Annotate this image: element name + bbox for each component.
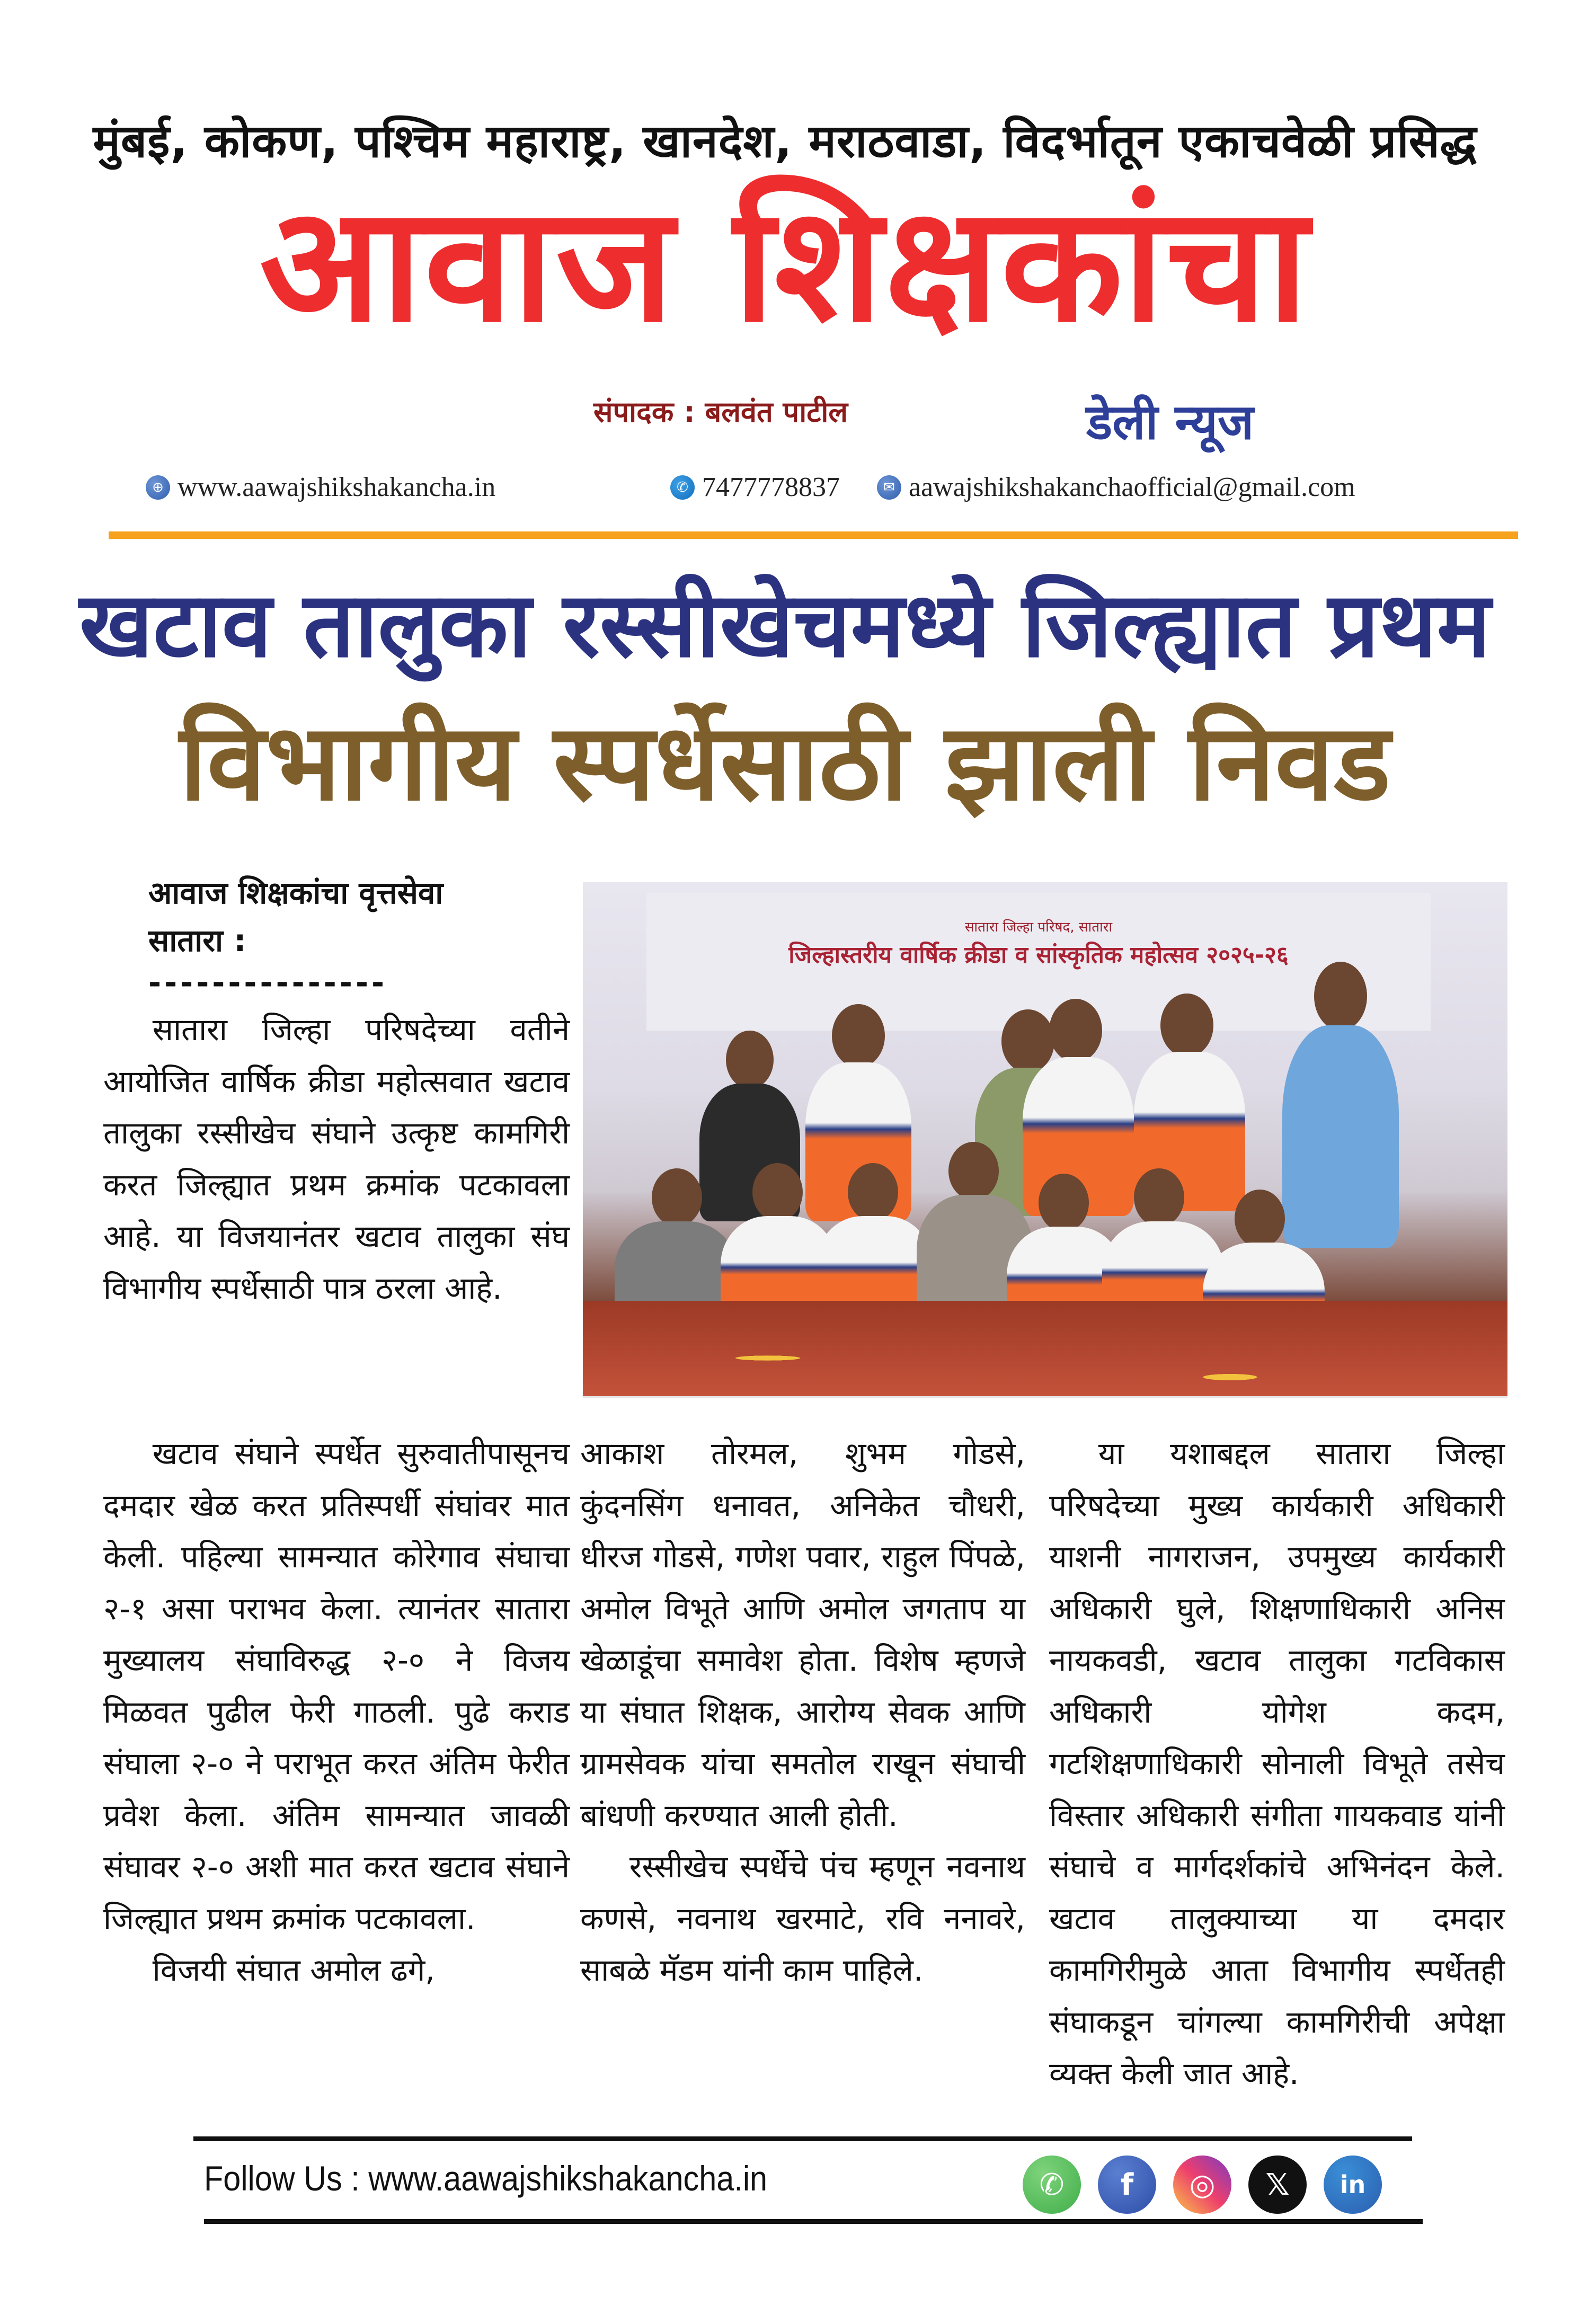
email-link[interactable]: aawajshikshakanchaofficial@gmail.com bbox=[909, 472, 1355, 502]
masthead-title: आवाज शिक्षकांचा bbox=[259, 172, 1311, 357]
team-group bbox=[583, 988, 1507, 1306]
follow-us-link[interactable]: Follow Us : www.aawajshikshakancha.in bbox=[204, 2159, 768, 2198]
phone-contact[interactable] bbox=[670, 472, 840, 503]
footer-top-rule bbox=[193, 2136, 1412, 2141]
website-link[interactable]: www.aawajshikshakancha.in bbox=[178, 472, 496, 502]
article-column-1 bbox=[103, 1004, 570, 1314]
x-icon[interactable]: 𝕏 bbox=[1248, 2156, 1307, 2214]
paragraph-intro: सातारा जिल्हा परिषदेच्या वतीने आयोजित वार्षिक क्रीडा महोत्सवात खटाव तालुका रस्सीखेच संघाने उत्कृष्ट कामगिरी करत जिल्ह्यात प्रथम क्रमांक पटकावला आहे. या विजयानंतर खटाव तालुका संघ विभागीय स्पर्धेसाठी पात्र ठरला आहे. bbox=[103, 1012, 570, 1306]
whatsapp-icon[interactable]: ✆ bbox=[1023, 2156, 1081, 2214]
paragraph-matches: खटाव संघाने स्पर्धेत सुरुवातीपासूनच दमदार खेळ करत प्रतिस्पर्धी संघांवर मात केली. पहिल्या सामन्यात कोरेगाव संघाचा २-१ असा पराभव केला. त्यानंतर सातारा मुख्यालय संघाविरुद्ध २-० ने विजय मिळवत पुढील फेरी गाठली. पुढे कराड संघाला २-० ने पराभूत करत अंतिम फेरीत प्रवेश केला. अंतिम सामन्यात जावळी संघावर २-० अशी मात करत खटाव संघाने जिल्ह्यात प्रथम क्रमांक पटकावला. bbox=[103, 1435, 570, 1937]
byline-separator: --------------- bbox=[148, 964, 388, 1000]
header-divider bbox=[109, 531, 1518, 539]
headline-secondary: विभागीय स्पर्धेसाठी झाली निवड bbox=[179, 701, 1391, 824]
article-column-1-cont bbox=[103, 1428, 570, 1997]
editor-credit: संपादक : बलवंत पाटील bbox=[593, 395, 848, 429]
linkedin-icon[interactable]: in bbox=[1324, 2156, 1382, 2214]
contact-bar bbox=[0, 472, 1570, 514]
dateline: सातारा : bbox=[148, 922, 246, 959]
paragraph-congratulations: या यशाबद्दल सातारा जिल्हा परिषदेच्या मुख्य कार्यकारी अधिकारी याशनी नागराजन, उपमुख्य कार्यकारी अधिकारी घुले, शिक्षणाधिकारी अनिस नायकवडी, खटाव तालुका गटविकास अधिकारी योगेश कदम, गटशिक्षणाधिकारी सोनाली विभूते तसेच विस्तार अधिकारी संगीता गायकवाड यांनी संघाचे व मार्गदर्शकांचे अभिनंदन केले. खटाव तालुक्याच्या या दमदार कामगिरीमुळे आता विभागीय स्पर्धेतही संघाकडून चांगल्या कामगिरीची अपेक्षा व्यक्त केली जात आहे. bbox=[1049, 1435, 1505, 2091]
website-contact[interactable] bbox=[146, 472, 495, 503]
paragraph-team-members: आकाश तोरमल, शुभम गोडसे, कुंदनसिंग धनावत, अनिकेत चौधरी, धीरज गोडसे, गणेश पवार, राहुल पिंपळे, अमोल विभूते आणि अमोल जगताप या खेळाडूंचा समावेश होता. विशेष म्हणजे या संघात शिक्षक, आरोग्य सेवक आणि ग्रामसेवक यांचा समतोल राखून संघाची बांधणी करण्यात आली होती. bbox=[580, 1435, 1025, 1833]
article-column-2 bbox=[580, 1428, 1025, 1997]
paragraph-referees: रस्सीखेच स्पर्धेचे पंच म्हणून नवनाथ कणसे, नवनाथ खरमाटे, रवि ननावरे, साबळे मॅडम यांनी काम पाहिले. bbox=[580, 1849, 1025, 1988]
news-service: आवाज शिक्षकांचा वृत्तसेवा bbox=[148, 875, 443, 911]
phone-number[interactable]: 7477778837 bbox=[702, 472, 840, 502]
headline-primary: खटाव तालुका रस्सीखेचमध्ये जिल्ह्यात प्रथम bbox=[79, 573, 1491, 678]
tagline: मुंबई, कोकण, पश्चिम महाराष्ट्र, खानदेश, मराठवाडा, विदर्भातून एकाचवेळी प्रसिद्ध bbox=[93, 115, 1477, 168]
social-links bbox=[1023, 2156, 1382, 2214]
team-photo bbox=[583, 882, 1507, 1396]
edition-label: डेली न्यूज bbox=[1086, 394, 1254, 450]
footer-bottom-rule bbox=[204, 2219, 1423, 2224]
facebook-icon[interactable]: f bbox=[1098, 2156, 1156, 2214]
email-icon: ✉ bbox=[877, 475, 901, 500]
instagram-icon[interactable]: ◎ bbox=[1173, 2156, 1231, 2214]
article-column-3 bbox=[1049, 1428, 1505, 2100]
byline bbox=[148, 869, 443, 964]
email-contact[interactable] bbox=[877, 472, 1355, 503]
paragraph-team-start: विजयी संघात अमोल ढगे, bbox=[152, 1952, 435, 1988]
stage-carpet bbox=[583, 1301, 1507, 1396]
phone-icon: ✆ bbox=[670, 475, 695, 500]
photo-divider bbox=[583, 1396, 1507, 1398]
globe-icon: ⊕ bbox=[146, 475, 170, 500]
banner-organizer: सातारा जिल्हा परिषद, सातारा bbox=[964, 919, 1113, 935]
banner-event: जिल्हास्तरीय वार्षिक क्रीडा व सांस्कृतिक महोत्सव २०२५-२६ bbox=[788, 942, 1289, 969]
